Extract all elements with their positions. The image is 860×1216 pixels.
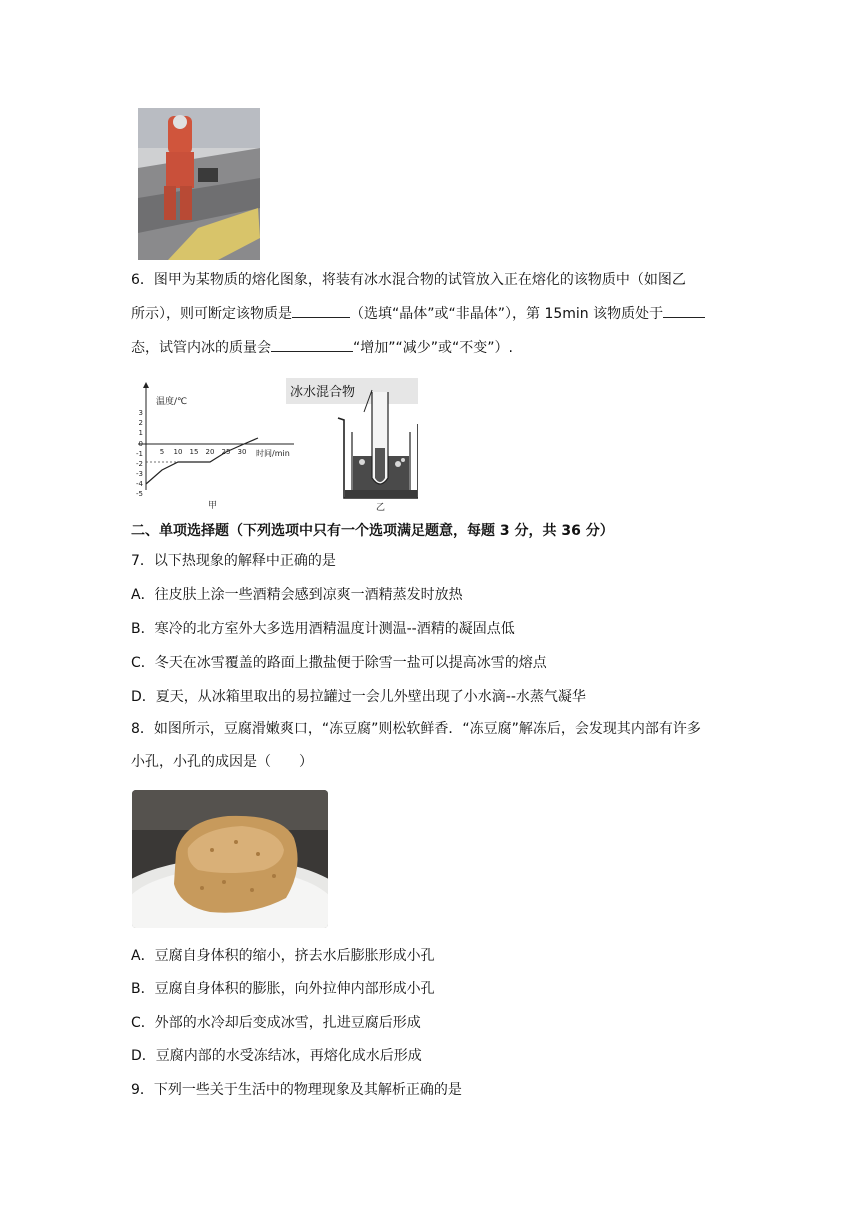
y-tick-neg1: -1 [136, 450, 143, 458]
ice-water-mixture-label: 冰水混合物 [290, 385, 356, 400]
y-tick-1: 1 [138, 429, 143, 437]
answer-blank-ice-mass [271, 337, 353, 352]
q8-option-d: D．豆腐内部的水受冻结冰，再熔化成水后形成 [131, 1048, 422, 1064]
x-tick-10: 10 [173, 448, 183, 456]
q6-line2-end: （选填“晶体”或“非晶体”），第 15min 该物质处于 [350, 306, 664, 322]
photo-frozen-tofu [132, 790, 328, 928]
y-tick-neg3: -3 [136, 470, 143, 478]
q6-line2 [131, 303, 705, 324]
q8-option-c: C．外部的水冷却后变成冰雪，扎进豆腐后形成 [131, 1015, 421, 1031]
q6-line3-start: 态，试管内冰的质量会 [131, 340, 271, 356]
y-ticks [136, 409, 144, 498]
answer-blank-state [663, 303, 705, 318]
x-tick-25: 25 [221, 448, 231, 456]
q8-line2: 小孔，小孔的成因是（ ） [131, 754, 313, 770]
q7-option-b: B．寒冷的北方室外大多选用酒精温度计测温--酒精的凝固点低 [131, 621, 515, 637]
y-tick-neg2: -2 [136, 460, 143, 468]
figure-yi-test-tube-beaker [286, 378, 418, 514]
q8-line1: 8．如图所示，豆腐滑嫩爽口，“冻豆腐”则松软鲜香．“冻豆腐”解冻后，会发现其内部有许多 [131, 721, 701, 737]
q7-option-d: D．夏天，从冰箱里取出的易拉罐过一会儿外壁出现了小水滴--水蒸气凝华 [131, 689, 586, 705]
q6-line1: 6．图甲为某物质的熔化图象，将装有冰水混合物的试管放入正在熔化的该物质中（如图乙 [131, 272, 686, 288]
section-2-heading: 二、单项选择题（下列选项中只有一个选项满足题意，每题 3 分，共 36 分） [131, 523, 614, 539]
figure-jia-melting-graph [134, 380, 294, 512]
x-tick-5: 5 [159, 448, 165, 456]
answer-blank-crystal [292, 303, 350, 318]
x-axis-label: 时间/min [256, 449, 290, 458]
q7-option-a: A．往皮肤上涂一些酒精会感到凉爽一酒精蒸发时放热 [131, 587, 463, 603]
y-tick-0: 0 [138, 440, 143, 448]
y-tick-3: 3 [138, 409, 143, 417]
y-axis-label: 温度/℃ [156, 397, 188, 407]
q9-stem: 9．下列一些关于生活中的物理现象及其解析正确的是 [131, 1082, 462, 1098]
y-tick-2: 2 [138, 419, 143, 427]
y-tick-neg5: -5 [136, 490, 143, 498]
photo-worker-on-road [138, 108, 260, 260]
x-tick-30: 30 [237, 448, 247, 456]
q8-option-b: B．豆腐自身体积的膨胀，向外拉伸内部形成小孔 [131, 981, 435, 997]
x-tick-20: 20 [205, 448, 215, 456]
figure-jia-caption: 甲 [208, 501, 218, 511]
q8-option-a: A．豆腐自身体积的缩小，挤去水后膨胀形成小孔 [131, 948, 435, 964]
q6-line2-start: 所示），则可断定该物质是 [131, 306, 292, 322]
q7-stem: 7．以下热现象的解释中正确的是 [131, 553, 336, 569]
melting-curve [146, 438, 258, 484]
q6-line3-end: “增加”“减少”或“不变”）. [353, 340, 513, 356]
q7-option-c: C．冬天在冰雪覆盖的路面上撒盐便于除雪一盐可以提高冰雪的熔点 [131, 655, 547, 671]
x-tick-15: 15 [189, 448, 199, 456]
figure-yi-caption: 乙 [376, 503, 386, 513]
q6-line3 [131, 337, 513, 358]
y-tick-neg4: -4 [136, 480, 143, 488]
